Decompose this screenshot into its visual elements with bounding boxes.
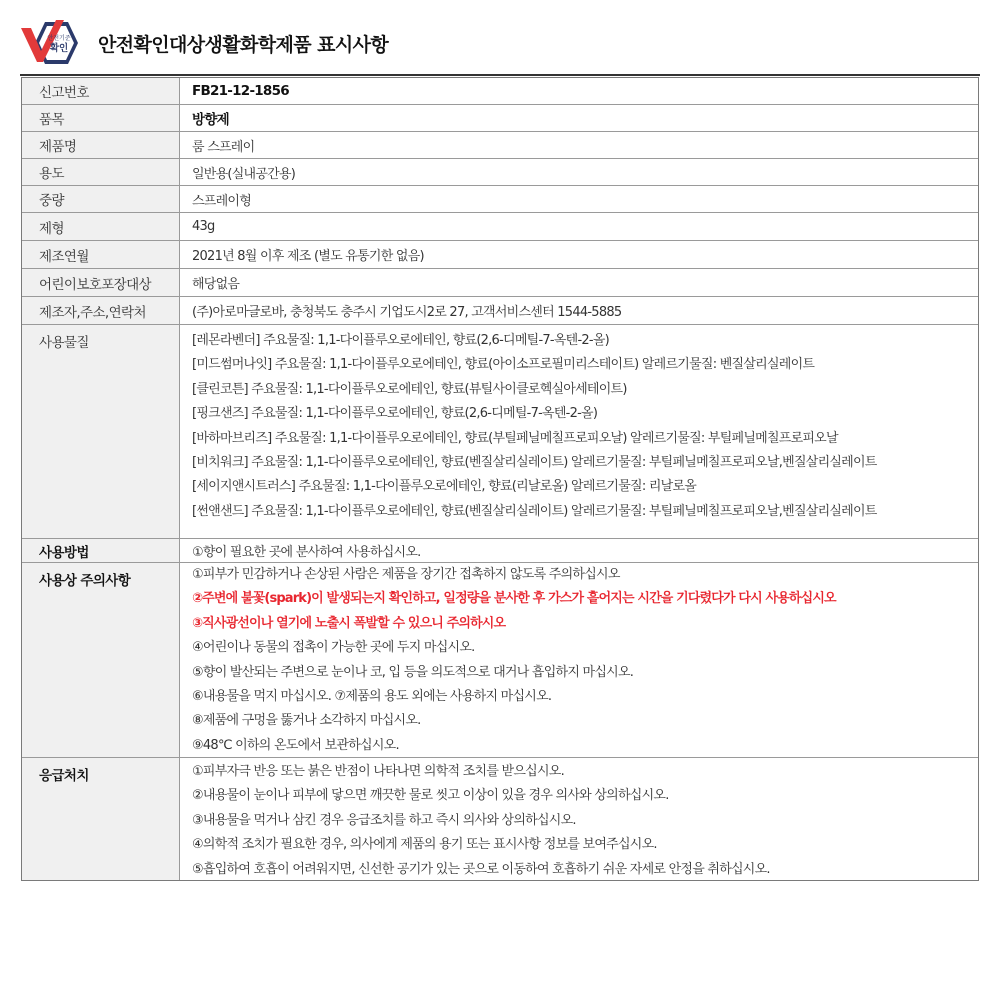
table-row-first-aid (22, 758, 978, 880)
weight-value: 스프레이형 (192, 193, 252, 209)
table-row-form (22, 213, 978, 241)
substance-line: [미드썸머나잇] 주요물질: 1,1-다이플루오로에테인, 향료(아이소프로필미리스테이트) 알레르기물질: 벤질살리실레이트 (192, 357, 815, 373)
manufacture-date-value: 2021년 8월 이후 제조 (별도 유통기한 없음) (192, 249, 424, 264)
product-name-value: 룸 스프레이 (192, 139, 255, 155)
substance-line: [핑크샌즈] 주요물질: 1,1-다이플루오로에테인, 향료(2,6-디메틸-7-옥텐-2-올) (192, 406, 598, 422)
item-value: 방향제 (192, 112, 229, 128)
row-label: 품목 (22, 105, 180, 131)
substance-line: [바하마브리즈] 주요물질: 1,1-다이플루오로에테인, 향료(부틸페닐메칠프로피오날) 알레르기물질: 부틸페닐메칠프로피오날 (192, 430, 838, 446)
purpose-value: 일반용(실내공간용) (192, 166, 296, 182)
first-aid-line: ③내용물을 먹거나 삼킨 경우 응급조치를 하고 즉시 의사와 상의하십시오. (192, 812, 576, 828)
substance-line: [비치워크] 주요물질: 1,1-다이플루오로에테인, 향료(벤질살리실레이트) 알레르기물질: 부틸페닐메칠프로피오날,벤질살리실레이트 (192, 454, 877, 470)
caution-line: ⑨48℃ 이하의 온도에서 보관하십시오. (192, 737, 399, 753)
table-row-usage (22, 539, 978, 563)
row-label: 제품명 (22, 132, 180, 158)
child-protection-value: 해당없음 (192, 277, 240, 292)
badge-main-text: 확인 (49, 43, 69, 54)
substance-line: [세이지앤시트러스] 주요물질: 1,1-다이플루오로에테인, 향료(리날로올) 알레르기물질: 리날로올 (192, 479, 697, 495)
first-aid-line: ①피부자극 반응 또는 붉은 반점이 나타나면 의학적 조치를 받으십시오. (192, 764, 564, 779)
row-label: 제형 (22, 213, 180, 240)
first-aid-list (192, 758, 972, 880)
caution-line: ⑤향이 발산되는 주변으로 눈이나 코, 입 등을 의도적으로 대거나 흡입하지 마십시오. (192, 664, 634, 680)
row-label: 사용상 주의사항 (22, 563, 180, 757)
row-label: 제조자,주소,연락처 (22, 297, 180, 324)
manufacturer-value: (주)아로마글로바, 충청북도 충주시 기업도시2로 27, 고객서비스센터 1544-5885 (192, 305, 622, 320)
caution-line: ①피부가 민감하거나 손상된 사람은 제품을 장기간 접촉하지 않도록 주의하십시오 (192, 567, 620, 582)
row-label: 사용방법 (22, 539, 180, 562)
substance-line: [클린코튼] 주요물질: 1,1-다이플루오로에테인, 향료(뷰틸사이클로헥실아세테이트) (192, 381, 627, 397)
row-label: 응급처치 (22, 758, 180, 880)
table-row-substances (22, 325, 978, 539)
table-row-item (22, 105, 978, 132)
substance-line: [썬앤샌드] 주요물질: 1,1-다이플루오로에테인, 향료(벤질살리실레이트) 알레르기물질: 부틸페닐메칠프로피오날,벤질살리실레이트 (192, 503, 877, 519)
row-label: 제조연월 (22, 241, 180, 268)
row-label: 사용물질 (22, 325, 180, 538)
substance-line: [레몬라벤더] 주요물질: 1,1-다이플루오로에테인, 향료(2,6-디메틸-7-옥텐-2-올) (192, 333, 609, 348)
table-row-child-protection (22, 269, 978, 297)
first-aid-line: ④의학적 조치가 필요한 경우, 의사에게 제품의 용기 또는 표시사항 정보를 보여주십시오. (192, 837, 657, 853)
table-row-manufacturer (22, 297, 978, 325)
caution-line-warning: ②주변에 불꽃(spark)이 발생되는지 확인하고, 일정량을 분사한 후 가스가 흩어지는 시간을 기다렸다가 다시 사용하십시오 (192, 591, 836, 607)
header-divider (20, 74, 980, 76)
caution-line-warning: ③직사광선이나 열기에 노출시 폭발할 수 있으니 주의하시오 (192, 615, 506, 631)
badge-top-text: 안전기준 (47, 35, 71, 42)
cautions-list (192, 563, 972, 757)
page-title: 안전확인대상생활화학제품 표시사항 (98, 34, 389, 56)
label-table (21, 77, 979, 881)
table-row-purpose (22, 159, 978, 186)
table-row-cautions (22, 563, 978, 758)
row-label: 중량 (22, 186, 180, 212)
row-label: 어린이보호포장대상 (22, 269, 180, 296)
row-label: 용도 (22, 159, 180, 185)
row-label: 신고번호 (22, 78, 180, 104)
substances-list (192, 325, 972, 538)
first-aid-line: ⑤흡입하여 호흡이 어려워지면, 신선한 공기가 있는 곳으로 이동하여 호흡하기 쉬운 자세로 안정을 취하십시오. (192, 861, 770, 877)
table-row-manufacture-date (22, 241, 978, 269)
table-row-product-name (22, 132, 978, 159)
form-value: 43g (192, 219, 215, 234)
report-number-value: FB21-12-1856 (192, 83, 289, 99)
first-aid-line: ②내용물이 눈이나 피부에 닿으면 깨끗한 물로 씻고 이상이 있을 경우 의사와 상의하십시오. (192, 788, 669, 804)
caution-line: ⑧제품에 구멍을 뚫거나 소각하지 마십시오. (192, 713, 421, 729)
usage-value: ①향이 필요한 곳에 분사하여 사용하십시오. (192, 545, 421, 560)
caution-line: ⑥내용물을 먹지 마십시오. ⑦제품의 용도 외에는 사용하지 마십시오. (192, 688, 552, 704)
caution-line: ④어린이나 동물의 접촉이 가능한 곳에 두지 마십시오. (192, 640, 475, 656)
table-row-weight (22, 186, 978, 213)
table-row-report-number (22, 78, 978, 105)
safety-check-badge-icon (20, 18, 80, 68)
header (20, 18, 980, 68)
